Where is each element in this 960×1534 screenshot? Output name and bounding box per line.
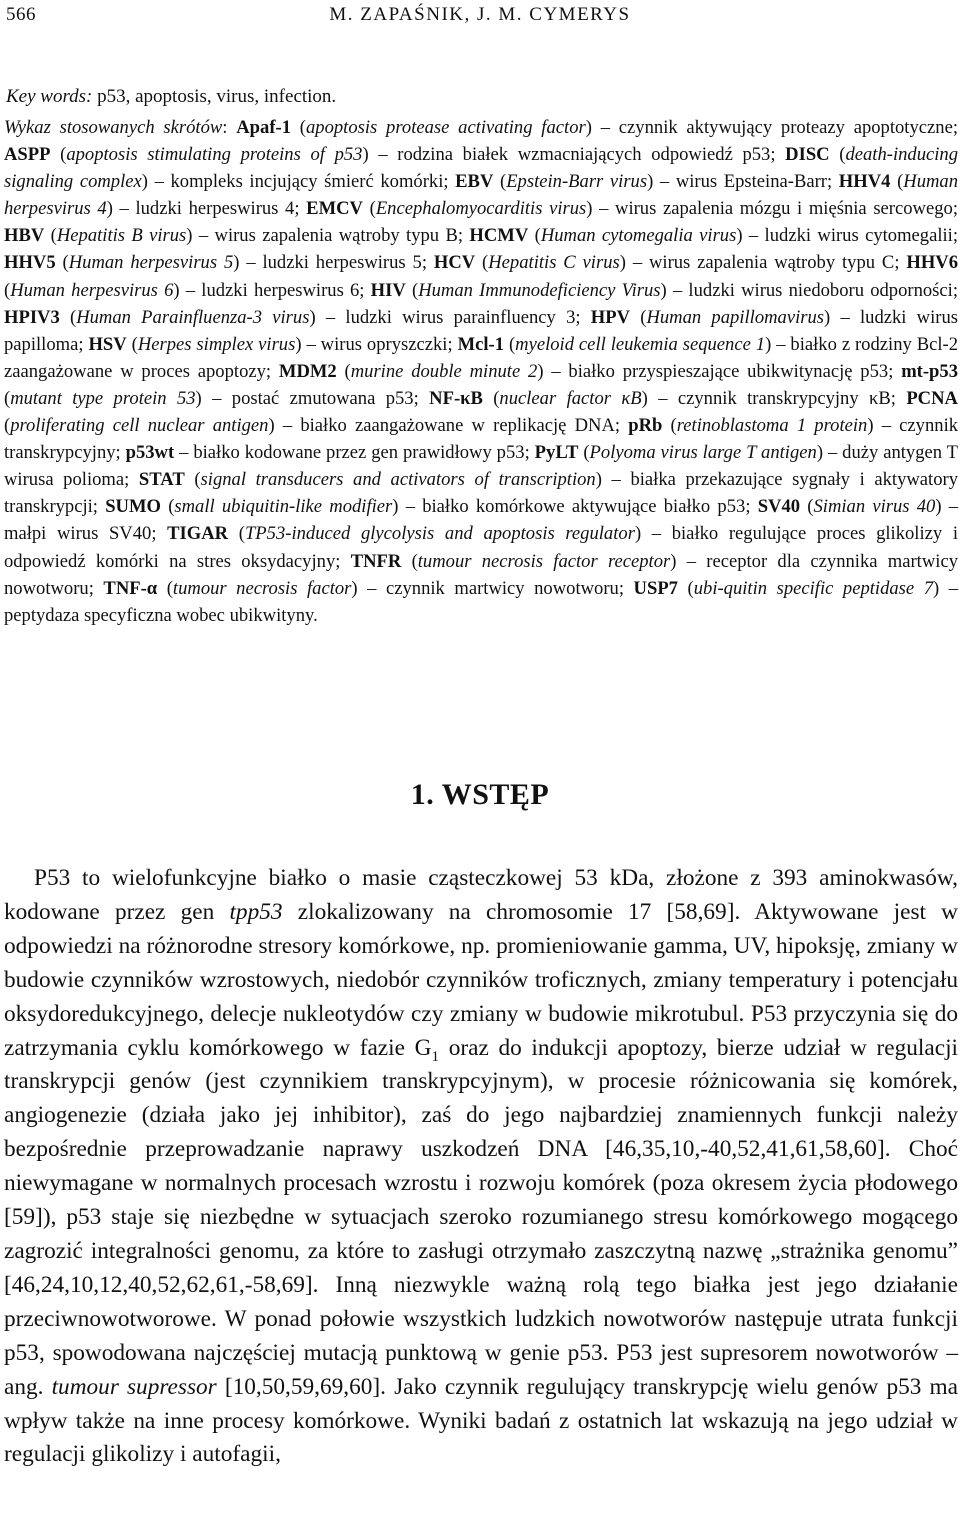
abbreviation-entry: TIGAR (TP53-induced glycolysis and apoptosis regulator) – białko regulujące proces glikolizy i odpowiedź komórki na stres oksydacyjny; — [4, 523, 958, 572]
abbreviation-entry: HHV6 (Human herpesvirus 6) – ludzki herpeswirus 6; — [4, 252, 959, 301]
abbreviation-entry: ASPP (apoptosis stimulating proteins of p53) – rodzina białek wzmacniających odpowiedź p53; — [4, 144, 776, 166]
abbreviation-entry: HIV (Human Immunodeficiency Virus) – ludzki wirus niedoboru odporności; — [370, 279, 958, 301]
abbreviation-entry: MDM2 (murine double minute 2) – białko przyspieszające ubikwitynację p53; — [278, 360, 894, 382]
body-part-2: zlokalizowany na chromosomie 17 [58,69]. Aktywowane jest w odpowiedzi na różnorodne stresory komórkowe, np. promieniowanie gamma, UV, hipoksję, zmiany w budowie czynników wzrostowych, niedobór czynników troficznych, zmiany temperatury i potencjału oksydoredukcyjnego, delecje nukleotydów czy zmiany w budowie mikrotubul. P53 przyczynia się do zatrzymania cyklu komórkowego w fazie G — [4, 898, 959, 1061]
abbreviations-label: Wykaz stosowanych skrótów — [4, 117, 223, 138]
page-number: 566 — [6, 4, 36, 25]
abbreviation-entry: HCMV (Human cytomegalia virus) – ludzki wirus cytomegalii; — [469, 225, 959, 247]
abbreviation-entry: p53wt – białko kodowane przez gen prawidłowy p53; — [125, 442, 530, 464]
abbreviation-entry: Mcl-1 (myeloid cell leukemia sequence 1) – białko z rodziny Bcl-2 zaangażowane w proces apoptozy; — [4, 333, 959, 382]
running-head: M. ZAPAŚNIK, J. M. CYMERYS — [329, 4, 631, 25]
phase-subscript: 1 — [431, 1048, 440, 1065]
abbreviation-entry: HPV (Human papillomavirus) – ludzki wirus papilloma; — [4, 306, 958, 355]
gene-name: tpp53 — [229, 898, 283, 925]
abbreviation-entry: HCV (Hepatitis C virus) – wirus zapalenia wątroby typu C; — [433, 252, 900, 274]
abbreviation-entry: USP7 (ubi-quitin specific peptidase 7) – peptydaza specyficzna wobec ubikwityny. — [4, 577, 959, 626]
section-title: 1. WSTĘP — [410, 778, 550, 811]
abbreviation-entry: TNFR (tumour necrosis factor receptor) – receptor dla czynnika martwicy nowotworu; — [4, 550, 958, 599]
abbreviation-entry: SUMO (small ubiquitin-like modifier) – białko komórkowe aktywujące białko p53; — [105, 496, 751, 518]
abbreviation-entry: HHV4 (Human herpesvirus 4) – ludzki herpeswirus 4; — [4, 171, 959, 220]
abbreviation-entry: HPIV3 (Human Parainfluenza-3 virus) – ludzki wirus parainfluency 3; — [4, 306, 581, 328]
abbreviations-paragraph: Wykaz stosowanych skrótów: Apaf-1 (apoptosis protease activating factor) – czynnik aktywujący proteazy apoptotyczne; ASPP (apoptosis stimulating proteins of p53) – rodzina białek wzmacniających odpowiedź p53; DISC (death-inducing signaling complex) – kompleks incjujący śmierć komórki; EBV (Epstein-Barr virus) – wirus Epsteina-Barr; HHV4 (Human herpesvirus 4) – ludzki herpeswirus 4; EMCV (Encephalomyocarditis virus) – wirus zapalenia mózgu i mięśnia sercowego; HBV (Hepatitis B virus) – wirus zapalenia wątroby typu B; HCMV (Human cytomegalia virus) – ludzki wirus cytomegalii; HHV5 (Human herpesvirus 5) – ludzki herpeswirus 5; HCV (Hepatitis C virus) – wirus zapalenia wątroby typu C; HHV6 (Human herpesvirus 6) – ludzki herpeswirus 6; HIV (Human Immunodeficiency Virus) – ludzki wirus niedoboru odporności; HPIV3 (Human Parainfluenza-3 virus) – ludzki wirus parainfluency 3; HPV (Human papillomavirus) – ludzki wirus papilloma; HSV (Herpes simplex virus) – wirus opryszczki; Mcl-1 (myeloid cell leukemia sequence 1) – białko z rodziny Bcl-2 zaangażowane w proces apoptozy; MDM2 (murine double minute 2) – białko przyspieszające ubikwitynację p53; mt-p53 (mutant type protein 53) – postać zmutowana p53; NF-κB (nuclear factor κB) – czynnik transkrypcyjny κB; PCNA (proliferating cell nuclear antigen) – białko zaangażowane w replikację DNA; pRb (retinoblastoma 1 protein) – czynnik transkrypcyjny; p53wt – białko kodowane przez gen prawidłowy p53; PyLT (Polyoma virus large T antigen) – duży antygen T wirusa polioma; STAT (signal transducers and activators of transcription) – białka przekazujące sygnały i aktywatory transkrypcji; SUMO (small ubiquitin-like modifier) – białko komórkowe aktywujące białko p53; SV40 (Simian virus 40) – małpi wirus SV40; TIGAR (TP53-induced glycolysis and apoptosis regulator) – białko regulujące proces glikolizy i odpowiedź komórki na stres oksydacyjny; TNFR (tumour necrosis factor receptor) – receptor dla czynnika martwicy nowotworu; TNF-α (tumour necrosis factor) – czynnik martwicy nowotworu; USP7 (ubi-quitin specific peptidase 7) – peptydaza specyficzna wobec ubikwityny. — [4, 117, 959, 626]
abbreviation-entry: STAT (signal transducers and activators of transcription) – białka przekazujące sygnały i aktywatory transkrypcji; — [4, 469, 958, 518]
body-part-1: P53 to wielofunkcyjne białko o masie cząsteczkowej 53 kDa, złożone z 393 aminokwasów, kodowane przez gen — [4, 865, 958, 925]
body-part-4: [10,50,59,69,60]. Jako czynnik regulujący transkrypcję wielu genów p53 ma wpływ także na inne procesy komórkowe. Wyniki badań z ostatnich lat wskazują na jego udział w regulacji glikolizy i autofagii, — [4, 1373, 958, 1468]
abbreviation-entry: mt-p53 (mutant type protein 53) – postać zmutowana p53; — [4, 360, 958, 409]
page-header — [0, 4, 960, 32]
keywords-values: p53, apoptosis, virus, infection. — [97, 86, 337, 107]
body-part-3: oraz do indukcji apoptozy, bierze udział w regulacji transkrypcji genów (jest czynnikiem transkrypcyjnym), w procesie różnicowania się komórek, angiogenezie (działa jako jej inhibitor), zaś do jego najbardziej znamiennych funkcji należy bezpośrednie przeprowadzanie naprawy uszkodzeń DNA [46,35,10,-40,52,41,61,58,60]. Choć niewymagane w normalnych procesach wzrostu i rozwoju komórek (poza okresem życia płodowego [59]), p53 staje się niezbędne w sytuacjach szeroko rozumianego stresu komórkowego mogącego zagrozić integralności genomu, za które to zasługi otrzymało zaszczytną nazwę „strażnika genomu” [46,24,10,12,40,52,62,61,-58,69]. Inną niezwykle ważną rolą tego białka jest jego działanie przeciwnowotworowe. W ponad połowie wszystkich ludzkich nowotworów następuje utrata funkcji p53, spowodowana najczęściej mutacją punktową w genie p53. P53 jest supresorem nowotworów – ang. — [4, 1034, 959, 1400]
abbreviation-entry: HHV5 (Human herpesvirus 5) – ludzki herpeswirus 5; — [4, 252, 427, 274]
abbreviation-entry: HSV (Herpes simplex virus) – wirus opryszczki; — [88, 333, 453, 355]
abbreviation-entry: PCNA (proliferating cell nuclear antigen) – białko zaangażowane w replikację DNA; — [4, 387, 958, 437]
abbreviation-entry: DISC (death-inducing signaling complex) – kompleks incjujący śmierć komórki; — [4, 144, 959, 193]
abbreviation-entry: NF-κB (nuclear factor κB) – czynnik transkrypcyjny κB; — [429, 387, 896, 409]
abbreviation-entry: Apaf-1 (apoptosis protease activating factor) – czynnik aktywujący proteazy apoptotyczne; — [236, 117, 958, 138]
abbreviation-entry: HBV (Hepatitis B virus) – wirus zapalenia wątroby typu B; — [4, 225, 464, 247]
keywords-line: Key words: p53, apoptosis, virus, infection. — [6, 86, 337, 107]
english-term: tumour supressor — [51, 1373, 217, 1400]
keywords-label: Key words — [6, 86, 87, 107]
abbreviation-entry: pRb (retinoblastoma 1 protein) – czynnik transkrypcyjny; — [4, 415, 959, 464]
abbreviation-entry: TNF-α (tumour necrosis factor) – czynnik martwicy nowotworu; — [103, 577, 624, 599]
abbreviation-entry: EMCV (Encephalomyocarditis virus) – wirus zapalenia mózgu i mięśnia sercowego; — [306, 198, 958, 220]
abbreviation-entry: EBV (Epstein-Barr virus) – wirus Epsteina-Barr; — [455, 171, 833, 193]
intro-paragraph — [4, 862, 958, 1472]
abbreviation-entry: SV40 (Simian virus 40) – małpi wirus SV40; — [4, 496, 959, 545]
abbreviation-entry: PyLT (Polyoma virus large T antigen) – duży antygen T wirusa polioma; — [4, 442, 958, 491]
